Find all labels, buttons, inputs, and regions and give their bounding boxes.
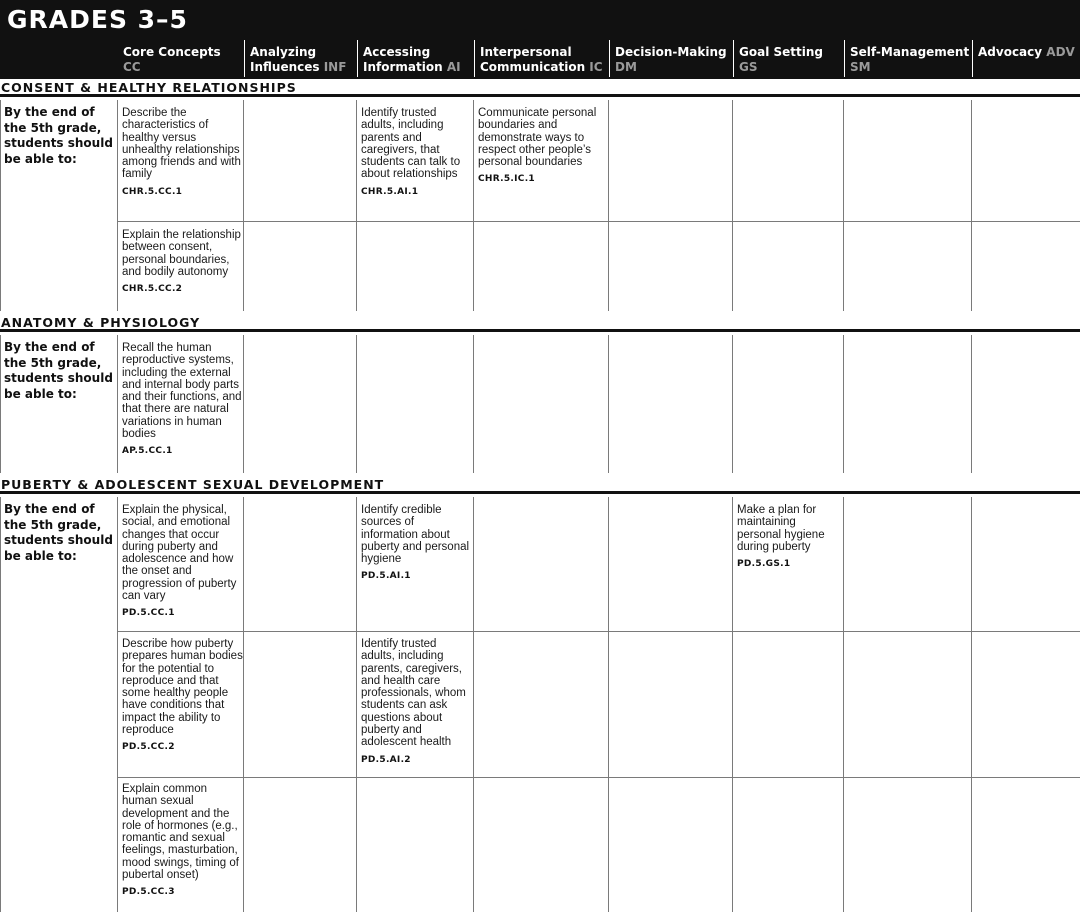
grid-line — [473, 497, 474, 912]
grid-line — [243, 497, 244, 912]
standard-text: Explain common human sexual development and the role of hormones (e.g., romantic and sexual feelings, masturbation, mood swings, timing of pubertal onset) — [122, 783, 239, 882]
standard-cell-ai — [361, 107, 473, 197]
column-header-goal-setting — [733, 40, 843, 77]
standard-code: CHR.5.CC.1 — [122, 186, 183, 197]
standard-text: Explain the relationship between consent, personal boundaries, and bodily autonomy — [122, 229, 241, 278]
grid-line — [971, 335, 972, 473]
row-divider — [117, 777, 1080, 778]
column-abbr: GS — [739, 60, 758, 74]
column-header-analyzing-influences — [244, 40, 356, 77]
section-heading-puberty — [0, 476, 1080, 494]
grid-line — [608, 335, 609, 473]
standard-cell-ai — [361, 504, 473, 581]
standard-text: Communicate personal boundaries and demonstrate ways to respect other people’s personal boundaries — [478, 107, 597, 169]
standard-cell-cc — [122, 783, 243, 897]
grid-line — [473, 335, 474, 473]
column-header-interpersonal-communication — [474, 40, 608, 77]
standard-text: Identify trusted adults, including parents and caregivers, that students can talk to about relationships — [361, 107, 461, 181]
standard-code: PD.5.GS.1 — [737, 559, 791, 570]
grid-line — [971, 497, 972, 912]
column-name: Analyzing — [250, 45, 317, 59]
column-name: Decision-Making — [615, 45, 727, 59]
grid-line — [117, 497, 118, 912]
column-header-accessing-information — [357, 40, 473, 77]
standard-cell-gs — [737, 504, 843, 569]
section-title: PUBERTY & ADOLESCENT SEXUAL DEVELOPMENT — [1, 477, 385, 492]
column-header-self-management — [844, 40, 971, 77]
grid-line — [356, 335, 357, 473]
column-abbr: ADV — [1046, 45, 1075, 59]
grid-line — [356, 100, 357, 311]
column-name: Advocacy — [978, 45, 1043, 59]
column-abbr: IC — [589, 60, 603, 74]
grid-line — [608, 100, 609, 311]
grid-line — [843, 497, 844, 912]
column-abbr: INF — [323, 60, 347, 74]
row-divider — [117, 221, 1080, 222]
standard-cell-cc — [122, 107, 243, 197]
section-title: ANATOMY & PHYSIOLOGY — [1, 315, 201, 330]
standard-code: AP.5.CC.1 — [122, 446, 173, 457]
column-name: Core Concepts — [123, 45, 221, 59]
standard-cell-cc — [122, 504, 243, 618]
standard-text: Identify trusted adults, including parents, caregivers, and health care professionals, whom students can ask questions about puberty and adolescent health — [361, 638, 466, 749]
standard-text: Explain the physical, social, and emotional changes that occur during puberty and adolescence and how the onset and progression of puberty can vary — [122, 504, 237, 603]
standard-code: PD.5.CC.3 — [122, 887, 175, 898]
standard-cell-ai — [361, 638, 473, 765]
standard-code: CHR.5.IC.1 — [478, 174, 535, 185]
grid-line — [608, 497, 609, 912]
grid-line — [473, 100, 474, 311]
section-heading-consent — [0, 79, 1080, 97]
standard-code: PD.5.AI.1 — [361, 571, 411, 582]
standard-cell-cc — [122, 638, 243, 752]
column-name-line2: Information — [363, 60, 443, 74]
page-title: GRADES 3–5 — [7, 5, 188, 34]
grade-expectation-label: By the end of the 5th grade, students should be able to: — [4, 105, 113, 166]
grade-expectation-label: By the end of the 5th grade, students should be able to: — [4, 340, 113, 401]
standard-cell-cc — [122, 342, 243, 456]
column-name: Accessing — [363, 45, 431, 59]
standard-code: PD.5.CC.2 — [122, 742, 175, 753]
column-abbr: DM — [615, 60, 637, 74]
grid-line — [243, 100, 244, 311]
column-abbr: AI — [446, 60, 461, 74]
grid-line — [732, 100, 733, 311]
column-name-line2: Communication — [480, 60, 586, 74]
column-header-decision-making — [609, 40, 732, 77]
grid-line — [0, 335, 1, 473]
grade-expectation-label: By the end of the 5th grade, students should be able to: — [4, 502, 113, 563]
standard-text: Make a plan for maintaining personal hygiene during puberty — [737, 504, 825, 553]
grid-line — [843, 335, 844, 473]
grid-line — [843, 100, 844, 311]
section-heading-anatomy — [0, 314, 1080, 332]
section-title: CONSENT & HEALTHY RELATIONSHIPS — [1, 80, 297, 95]
standard-cell-ic — [478, 107, 608, 184]
grid-line — [356, 497, 357, 912]
grid-line — [0, 497, 1, 912]
column-name: Self-Management — [850, 45, 970, 59]
standard-code: PD.5.CC.1 — [122, 608, 175, 619]
standard-text: Describe the characteristics of healthy versus unhealthy relationships among friends and with family — [122, 107, 241, 181]
standard-text: Recall the human reproductive systems, including the external and internal body parts and their functions, and that there are natural variations in human bodies — [122, 342, 242, 441]
grid-line — [117, 100, 118, 311]
standard-code: PD.5.AI.2 — [361, 754, 411, 765]
standard-text: Describe how puberty prepares human bodies for the potential to reproduce and that some healthy people have conditions that impact the ability to reproduce — [122, 638, 243, 737]
column-abbr: CC — [123, 60, 141, 74]
row-divider — [117, 631, 1080, 632]
column-header-advocacy — [972, 40, 1080, 77]
column-header-core-concepts — [118, 40, 243, 77]
standard-cell-cc — [122, 229, 243, 294]
grid-line — [0, 100, 1, 311]
column-name-line2: Influences — [250, 60, 320, 74]
standard-code: CHR.5.CC.2 — [122, 284, 183, 295]
standard-code: CHR.5.AI.1 — [361, 186, 419, 197]
standard-text: Identify credible sources of information about puberty and personal hygiene — [361, 504, 470, 566]
grid-line — [243, 335, 244, 473]
grid-line — [732, 497, 733, 912]
column-name: Goal Setting — [739, 45, 823, 59]
grid-line — [117, 335, 118, 473]
column-abbr: SM — [850, 60, 871, 74]
column-name: Interpersonal — [480, 45, 572, 59]
grades-header-bar — [0, 0, 1080, 79]
grid-line — [732, 335, 733, 473]
grid-line — [971, 100, 972, 311]
